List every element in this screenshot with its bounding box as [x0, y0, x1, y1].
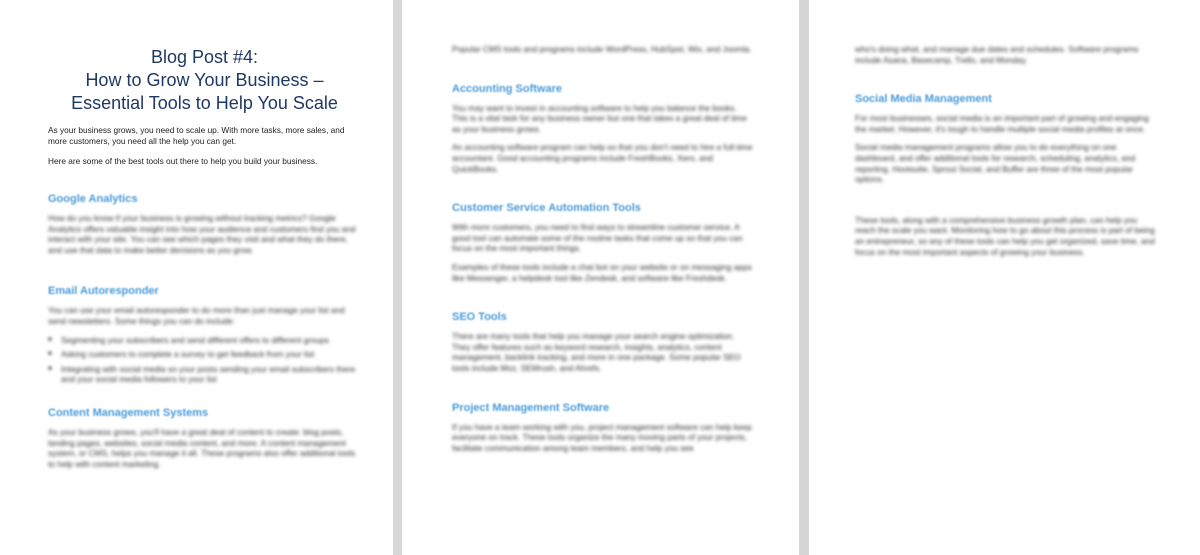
list-item: ■ Asking customers to complete a survey to get feedback from your list — [48, 349, 361, 360]
section-body: An accounting software program can help so that you don't need to hire a full-time accountant. Good accounting programs include FreshBooks, Xero, and QuickBooks. — [452, 142, 753, 174]
section-heading: Accounting Software — [452, 82, 563, 95]
section-body: You may want to invest in accounting software to help you balance the books. This is a vital task for any business owner but one that takes a great deal of time as your business grows. — [452, 102, 747, 134]
section-google-analytics — [48, 193, 361, 255]
section-project-management — [452, 402, 753, 454]
title-line-1: Blog Post #4: — [150, 47, 259, 67]
list-item: ■ Integrating with social media so your posts sending your email subscribers there and your social media followers to your list — [48, 364, 361, 385]
section-heading: Google Analytics — [48, 193, 138, 205]
continued-paragraph: Popular CMS tools and programs include WordPress, HubSpot, Wix, and Joomla. — [452, 44, 752, 54]
closing-paragraph: These tools, along with a comprehensive business growth plan, can help you reach the scale you want. Monitoring how to go about this process is part of being an entrepreneur, so any of these tools can help you get organized, save time, and focus on the most important aspects of growing your business. — [855, 214, 1155, 257]
page-3 — [809, 0, 1200, 555]
title-line-2: How to Grow Your Business – — [85, 70, 324, 90]
document-title — [48, 46, 361, 115]
section-seo-tools — [452, 311, 753, 373]
section-body: If you have a team working with you, project management software can help keep everyone on track. These tools organize the many moving parts of your projects, facilitate communication among team members, and help you see — [452, 421, 752, 453]
section-social-media-management — [855, 93, 1160, 185]
section-email-autoresponder — [48, 285, 361, 385]
page-2 — [402, 0, 799, 555]
section-body: How do you know if your business is growing without tracking metrics? Google Analytics offers valuable insight into how your audience and customers find you and interact with your site. You can see which pages they visit and what they do there, and use that data to make better decisions as you grow. — [48, 213, 356, 255]
intro-paragraph-2: Here are some of the best tools out there to help you build your business. — [48, 156, 318, 166]
bullet-list — [48, 335, 361, 385]
section-heading: Project Management Software — [452, 401, 610, 414]
section-customer-service — [452, 202, 753, 283]
section-heading: Content Management Systems — [48, 406, 209, 419]
section-accounting-software — [452, 83, 753, 175]
section-body: There are many tools that help you manage your search engine optimization. They offer features such as keyword research, insights, analytics, content management, backlink tracking, and more in one package. Some popular SEO tools include Moz, SEMrush, and Ahrefs. — [452, 331, 741, 373]
intro-paragraph-1: As your business grows, you need to scale up. With more tasks, more sales, and more customers, you need all the help you can get. — [48, 125, 345, 146]
page-1 — [0, 0, 393, 555]
section-heading: Email Autoresponder — [48, 285, 159, 298]
section-body: For most businesses, social media is an important part of growing and engaging the market. However, it's tough to handle multiple social media profiles at once. — [855, 113, 1149, 134]
section-body: As your business grows, you'll have a great deal of content to create: blog posts, landing pages, websites, social media content, and more. A content management system, or CMS, helps you manage it all. These programs also offer additional tools to help with content marketing. — [48, 426, 356, 469]
section-content-management — [48, 407, 361, 469]
section-heading: Social Media Management — [855, 93, 992, 106]
title-line-3: Essential Tools to Help You Scale — [71, 93, 338, 113]
continued-paragraph: who's doing what, and manage due dates and schedules. Software programs include Asana, Basecamp, Trello, and Monday. — [855, 44, 1139, 65]
section-heading: Customer Service Automation Tools — [452, 202, 641, 215]
section-heading: SEO Tools — [452, 311, 507, 324]
section-body: With more customers, you need to find ways to streamline customer service. A good tool can automate some of the routine tasks that come up so that you can focus on the most important things. — [452, 222, 743, 254]
section-body: You can use your email autoresponder to do more than just manage your list and send newsletters. Some things you can do include: — [48, 305, 345, 326]
list-item: ■ Segmenting your subscribers and send different offers to different groups — [48, 335, 361, 346]
section-body: Social media management programs allow you to do everything on one dashboard, and offer additional tools for research, scheduling, analytics, and reporting. Hootsuite, Sprout Social, and Buffer are three of the most popular options. — [855, 142, 1136, 185]
section-body: Examples of these tools include a chat bot on your website or on messaging apps like Messenger, a helpdesk tool like Zendesk, and software like Freshdesk. — [452, 261, 752, 283]
